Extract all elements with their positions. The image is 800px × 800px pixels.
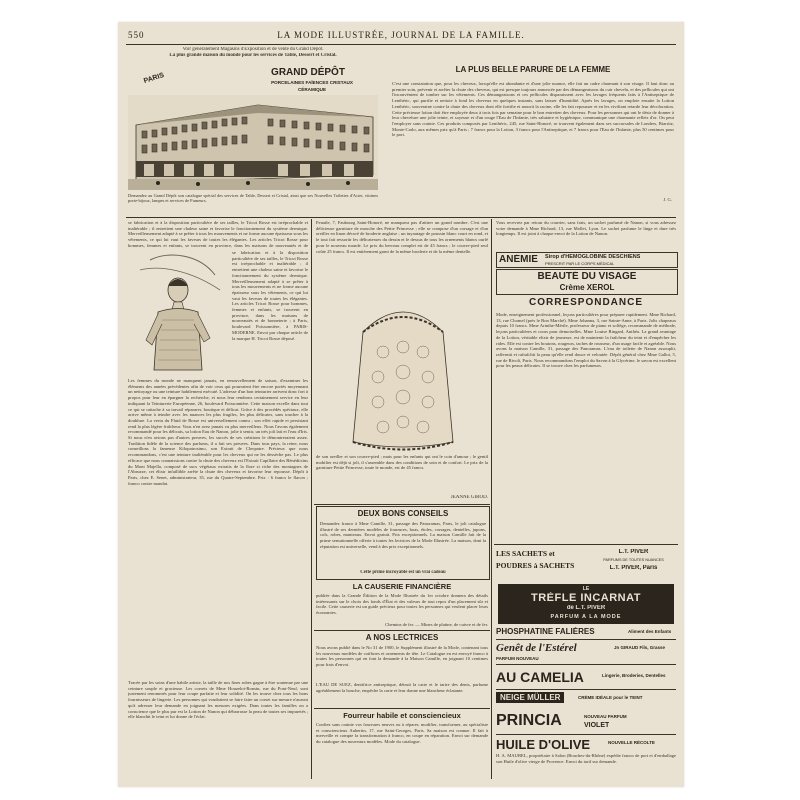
trefle-line2: TRÈFLE INCARNAT <box>531 592 641 604</box>
anemie-text: Sirop d'HÉMOGLOBINE DESCHIENS <box>545 254 641 260</box>
middle-column-text-bottom: de son oreiller et son couvre-pied ; mais pour les enfants qui ont le coin d'amour ; le gentil mobilier est déjà si joli, il s'assemble dans des conditions de soin et de confort. Le prix de la garniture Petite Princesse, toute le monde, est de 45 francs. <box>316 454 488 471</box>
page-header <box>128 30 674 44</box>
left-column-text-top: se fabrication et à la disposition particulière de ses tailles, le Tricot Rosse est irréprochable et inaltérable ; il entretient une chaleur saine et favorise le fonctionnement du système dermique. Merveilleusement adapté à se prêter à tous les mouvements et ne forme aucune épaisseur sous les vêtements, ce qui lui vaut les faveurs de toutes les élégantes. Les articles Tricot Rosse pour hommes, femmes et enfants, se trouvent en province, dans les maisons de nouveautés et de <box>128 220 308 248</box>
trefle-line3: de L.T. PIVER <box>566 605 606 611</box>
right-column-intro: Vous recevrez par retour du courrier, sans frais, un sachet parfumé de Nanon, si vous adressez votre demande à Mme Richard, 13, rue Mollet, Lyon. Le sachet parfume le linge et dure très longtemps. Il est joint à chaque envoi de la Lotion de Nanon. <box>496 220 676 237</box>
lectrices-heading: A NOS LECTRICES <box>365 633 439 642</box>
neige-sub: CRÈME IDÉALE pour le TEINT <box>578 695 643 700</box>
sachets-left-bottom: POUDRES à SACHETS <box>496 561 575 570</box>
middle-rule-1 <box>314 504 490 505</box>
magazine-page <box>118 22 684 787</box>
trefle-line1: LE <box>582 586 590 592</box>
cradle-illustration <box>343 292 463 452</box>
grand-depot-ad <box>128 47 378 207</box>
correspondance-heading: CORRESPONDANCE <box>528 297 643 308</box>
anemie-sub: PRESCRIT PAR LE CORPS MÉDICAL <box>545 261 615 266</box>
sachets-right-bottom: L.T. PIVER, Paris <box>609 565 658 571</box>
fourreur-heading: Fourreur habile et consciencieux <box>343 711 461 720</box>
princia-brand: VIOLET <box>584 722 610 729</box>
column-rule-2 <box>491 219 492 779</box>
deux-bons-conseils-box <box>316 506 490 580</box>
middle-column-text-top: Fenaile, 7, Faubourg Saint-Honoré, ne manquera pas d'attirer un grand nombre. C'est une délicieuse garniture de mouche des Petite Princesse ; elle se compose d'un corsage et d'un oreiller en linon décoré de broderie anglaise ; un tuyautage de poussin blanc court en rond, et le tout fait ressortir les délicatesses du dessin et le dessus de tous les ornements blancs ourlé pour le nouveau monde. Le prix du berceau complet est de 45 francs ; le couvre-pied seul coûte 25 francs. Il est entièrement garni de la même broderie et de la même dentelle. <box>316 220 488 254</box>
neige-ad <box>496 692 676 706</box>
eau-de-suez-text: L'EAU DE SUEZ, dentifrice antiseptique, détruit la carie et le tartre des dents, parfume agréablement la bouche, empêche la carie et leur donne une blancheur éclatante. <box>316 682 488 693</box>
huile-sub: NOUVELLE RÉCOLTE <box>608 740 655 745</box>
column-rule-1 <box>311 219 312 779</box>
left-column-text-extra: Tracée par les soins d'une habile artiste, la taille de nos fines robes gagne à être soutenue par une ceinture souple et gracieuse. Les corsets de Mme Houzelot-Ronsin, rue du Pont-Neuf, sont justement renommés pour leur coupe parfaite et leur solidité. On les trouve chez tous les bons fournisseurs de lingerie. Les personnes qui voudraient se faire faire un corset sur mesure n'auront qu'à adresser leur demande en joignant les mesures exigées. Dans toutes les familles on a conscience que le plus pur est la Lotion de Nanon qui débarrasse la peau de toutes ses impuretés ; elle blanchit le teint et lui donne de l'éclat. <box>128 680 308 720</box>
trefle-line4: PARFUM A LA MODE <box>550 614 622 620</box>
grand-depot-subtitle: La plus grande maison du monde pour les services de Table, Dessert et Cristal. <box>169 53 337 58</box>
causerie-text: publiée dans la Grande Édition de la Mode Illustrée du 1er octobre donnera des détails intéressants sur le choix des fonds d'État et des valeurs de tout repos d'un placement sûr et facile. Cette causerie est un guide précieux pour toutes les personnes qui veulent placer leurs économies. <box>316 593 488 616</box>
sachets-right-small: PARFUMS DE TOUTES NUANCES <box>603 558 664 562</box>
beaute-heading: BEAUTÉ DU VISAGE <box>537 271 637 282</box>
genet-name: Genêt de l'Estérel <box>496 642 577 654</box>
sachets-right-top: L.T. PIVER <box>618 549 649 555</box>
huile-olive-ad <box>496 737 676 781</box>
beaute-sub: Crème XEROL <box>559 283 615 292</box>
sachets-ad <box>496 547 676 581</box>
genet-ad <box>496 642 676 665</box>
parure-article <box>388 47 678 212</box>
grand-depot-sign-top: PARIS <box>142 71 166 86</box>
camelia-name: AU CAMELIA <box>496 669 584 685</box>
right-rule-1 <box>494 544 678 545</box>
princia-sub: NOUVEAU PARFUM <box>584 714 627 719</box>
phosphatine-sub: Aliment des Enfants <box>628 629 672 634</box>
camelia-ad <box>496 667 676 690</box>
grand-depot-sign-mid: PORCELAINES FAÏENCES CRISTAUX <box>271 80 353 85</box>
parure-heading: LA PLUS BELLE PARURE DE LA FEMME <box>455 65 611 74</box>
sachets-left-top: LES SACHETS et <box>496 549 555 558</box>
grand-depot-building-illustration <box>128 95 378 190</box>
page-number: 550 <box>128 30 145 40</box>
causerie-signature: Chemins de fer. — Mines de platine, de cuivre et de fer. <box>385 622 488 627</box>
parure-signature: J. G. <box>663 197 672 202</box>
princia-name: PRINCIA <box>496 712 562 729</box>
journal-title: LA MODE ILLUSTRÉE, JOURNAL DE LA FAMILLE. <box>277 30 525 40</box>
left-column-text-bottom: Les femmes du monde ne manquent jamais, en renouvellement de saison, d'examiner les éléments des années précédentes afin de voir ceux qui pourraient être encore portés moyennant un nettoyage ou une teinture habilement exécuté. L'adresse d'un bon teinturier arrivent donc fort à propos pour leur en épargner la recherche, et nous leur rendrons certainement service en leur indiquant la Teinturerie Européenne, 26, boulevard Poissonnière. Cette maison excelle dans tout ce qui se rattache à sa travail répararer, boutique et délicat. Grâce à des procédés spéciaux, elle arrive même à teindre avec les nuances les plus fragiles, les plus délicates, sans toucher à la doublure. La vertu du Fluid de Rosse est universellement connu ; son effet rapide et persistant rend la plus légère fraîcheur. Vous n'en avez jamais vu plus merveilleux. Nous l'avons également recommandé pour les délicats, sa lotion Eau de Nanon, jolie à sentir, un très joli lait et l'eau d'Iris. Si nous n'en avions pas d'autres preuves, les succès de ses créations le démontreraient assez. Tradition fidèle de la science des parfums, il a fait ses preuves. Dans tous pays, la reine, nous conseillons la fameuse Kilopatrosimo, son Extrait de Cleopatre. Précieux que nous recommandons, c'est une teinture inaltérable pour les cheveux qui ne les dessèche pas. Le plus efficace que nous connaissions contre la chute des cheveux est l'Extrait Capillaire des Bénédictins du Mont Majella, composé de sucs végétaux extraits de la flore si riche des montagnes de l'Abruzze, cet élixir infaillible arrête la chute des cheveux et favorise leur repousse. Dépôt à Paris, chez E. Senet, administrateur, 35, rue du Quatre-Septembre. Prix : 6 francs le flacon ; franco contre mandat. <box>128 378 308 486</box>
grand-depot-caption: Demandez au Grand Dépôt son catalogue spécial des services de Table, Dessert et Cristal, ainsi que ses Nouvelles Toilettes d'Acier, vitrines porte-bijoux, lampes et services de Fumeurs. <box>128 193 378 203</box>
anemie-ad <box>496 252 678 268</box>
genet-right: Jn GIRAUD Fils, Grasse <box>614 645 666 650</box>
deux-bons-conseils-heading: DEUX BONS CONSEILS <box>357 509 449 518</box>
huile-name: HUILE D'OLIVE <box>496 737 591 752</box>
deux-bons-conseils-footer: Cette prime incroyable est un vrai cadeau <box>360 570 446 575</box>
woman-illustration <box>130 250 230 375</box>
trefle-incarnat-ad <box>498 584 674 624</box>
left-column-text-side: se fabrication et à la disposition particulière de ses tailles, le Tricot Rosse est irréprochable et inaltérable ; il entretient une chaleur saine et favorise le fonctionnement du système dermique. Merveilleusement adapté à se prêter à tous les mouvements et ne forme aucune épaisseur sous les vêtements, ce qui lui vaut les faveurs de toutes les élégantes. Les articles Tricot Rosse pour hommes, femmes et enfants, se trouvent en province, dans les maisons de nouveautés et de bonneterie ; à Paris, boulevard Poissonnière, à PARIS-MODERNE. Envoi par chaque article de la marque H. Tricot Rosse déposé. <box>232 250 308 341</box>
header-rule <box>126 44 676 45</box>
genet-sub: PARFUM NOUVEAU <box>496 656 539 661</box>
causerie-heading: LA CAUSERIE FINANCIÈRE <box>352 582 452 591</box>
grand-depot-intro: Voir généralement Magasins d'Exposition et de vente du Grand Dépôt. <box>182 47 324 52</box>
lectrices-text: Nous avons publié dans le No 31 de 1900, le Supplément illustré de la Mode, contenant tous les nouveaux modèles de coiffures et ornements de tête. Le Catalogue en est envoyé franco à toutes les personnes qui en font la demande à la Maison Camille, en joignant 10 centimes pour frais d'envoi. <box>316 645 488 668</box>
correspondance-text: Mode, enseignement professionnel, leçons particulières pour préparer rapidement. Mme Richard, 13, rue Chomel (près le Bon Marché). Mme Johanna, 3, rue Sainte-Anne, à Paris. Jolis chapeaux depuis 10 francs. Mme Arinthe-Mérile, professeur de piano et solfège, recommande de méthode, leçons particulières et cours pour demoiselles. Mme Louise Ringard, Anthéa. La grand avantage de la Lotion, véritable elixir de jeunesse, est de maintenir la fraîcheur du teint et d'empêcher les rides. Elle est contre les boutons, rougeurs, taches de rousseur, d'un usage facile et agréable. Nous avons la maison Camille, 31, passage des Panoramas. L'eau de toilette de Nanon assouplit, raffermit et rafraîchit la peau qu'elle rend douce et veloutée. Dépôt général chez Mme Gallot, 5, rue de Rivoli, Paris. Nous recommandons l'emploi du Savon à la Glycérine, le savon est excellent pour les peaux délicates. Il se trouve chez les parfumeurs. <box>496 312 676 369</box>
parure-text: C'est une constatation que, pour les cheveux, lorsqu'elle est abondante et d'une jolie nuance, elle fait un cadre charmant à son visage. Il faut donc au premier soin, prévenir et arrêter la chute des cheveux, qui est presque toujours annoncée par des démangeaisons du cuir chevelu, et des pellicules qui ont l'inconvénient de tomber sur les vêtements. Ces démangeaisons et ces pellicules disparaissent avec les lavages fréquents faits à l'Antiseptique de Lenthéric, qui purifie et nettoie à fond les cheveux en quelques instants, sans laisser d'humidité. Après les lavages, on emploie ensuite la Lotion Lenthéric, souveraine contre la chute des cheveux dont elle fortifie et nourrit la racine, elle les fait repousser et en les vivifiant retarde leur décoloration. Cette précieuse lotion doit être employée deux à trois fois par semaine pour le bon entretien des cheveux. Pour les personnes qui ont le désir de donner à leur chevelure une jolie teinte, et soyeuse et d'un rouge l'Eau de l'Infante, très salutaire et hygiénique, communique une charmante reflets d'or. On peut l'employer sans crainte. Ces produits composés par Lenthéric, 245, rue Saint-Honoré, se trouvent également dans ses succursales de Londres, Biarritz, Monte-Carlo, aux mêmes prix qu'à Paris ; 7 francs pour la Lotion, 3 francs pour l'Antiseptique, et 7 francs pour l'Eau de l'Infante, plus 50 centimes pour le port. <box>392 81 674 138</box>
middle-rule-3 <box>314 708 490 709</box>
huile-text: H. A. MAUREL, propriétaire à Salon (Bouches-du-Rhône) expédie franco de port et d'emballage son Huile d'olive vierge de Provence. Envoi du tarif sur demande. <box>496 753 676 764</box>
fourreur-text: Confiez sans crainte vos fourrures neuves ou à réparer, modifier, transformer, au spécialiste et consciencieux Aubertin, 17, rue Saint-Georges, Paris. Sa maison est connue. Il fait à merveille et compte la transformation à franco, en coupe en réparation. Envoi sur demande du catalogue des nouveaux modèles. Mode du catalogue. <box>316 722 488 745</box>
middle-rule-2 <box>314 630 490 631</box>
anemie-heading: ANÉMIE <box>499 254 538 265</box>
princia-ad <box>496 710 676 735</box>
section-rule <box>126 217 676 218</box>
grand-depot-sign-bottom: CÉRAMIQUE <box>297 87 327 92</box>
deux-bons-conseils-text: Demandez franco à Mme Camille, 31, passage des Panoramas, Paris, le joli catalogue illustré de ses dernières modèles de fourrures, boas, étoles, corsages, dentelles, jupons, cols, robes, manteaux. Envoi gratuit. Prix exceptionnels. La maison Camille fait de la prime sensationnelle offerte à toutes les lectrices de la Mode Illustrée. La maison, dont la réputation est universelle, vend à des prix exceptionnels. <box>320 521 486 549</box>
neige-name: NEIGE MÜLLER <box>496 692 564 703</box>
phosphatine-name: PHOSPHATINE FALIÈRES <box>496 627 595 636</box>
camelia-sub: Lingerie, Broderies, Dentelles <box>602 673 666 678</box>
beaute-ad <box>496 269 678 295</box>
grand-depot-heading: GRAND DÉPÔT <box>271 67 345 78</box>
article-author: JEANNE GIROD. <box>450 495 488 500</box>
phosphatine-ad <box>496 627 676 640</box>
